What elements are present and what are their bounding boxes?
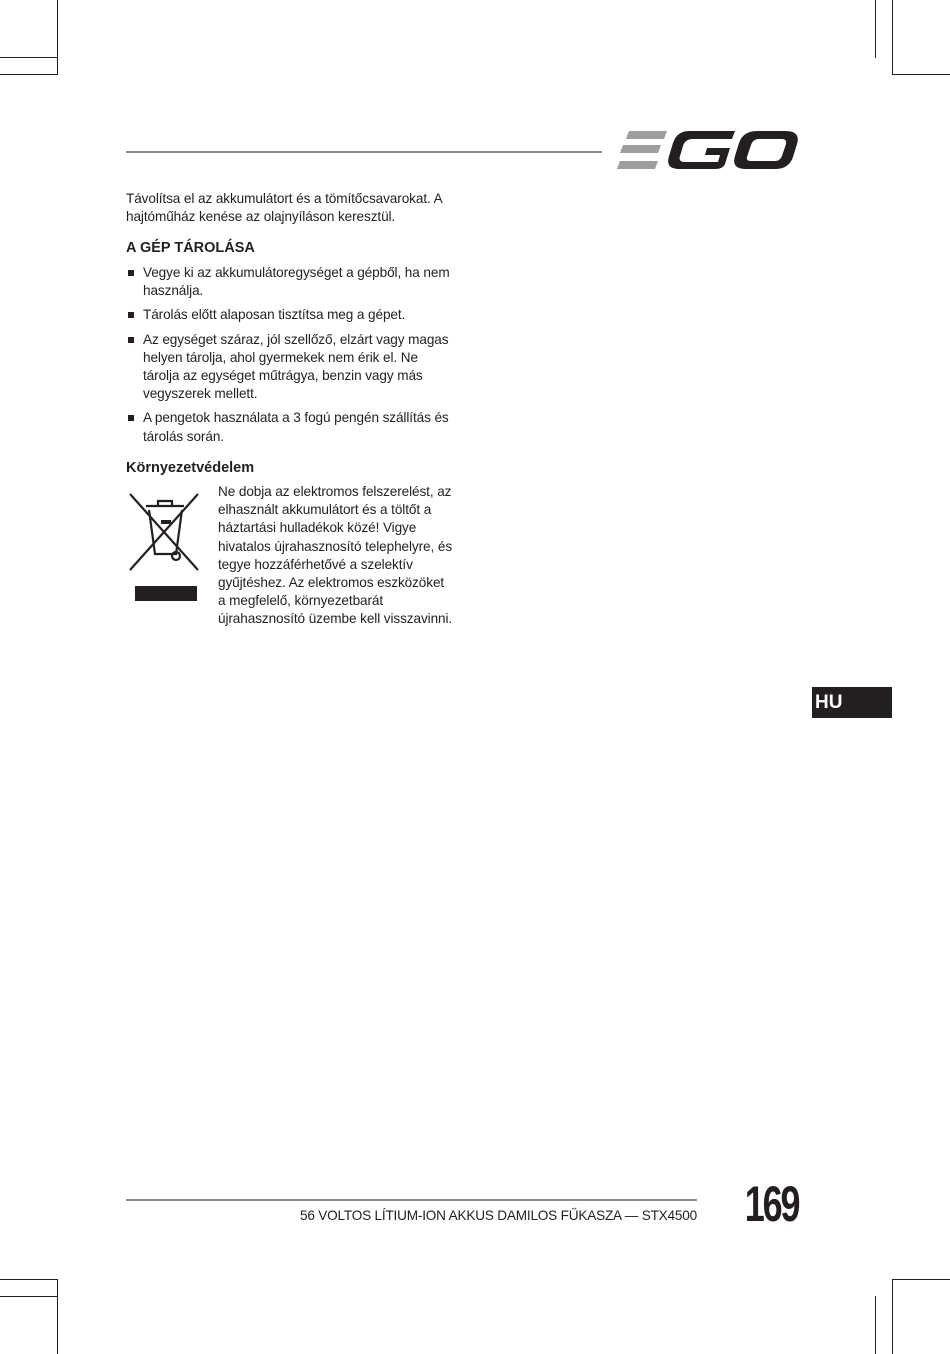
crop-mark [892, 1279, 950, 1280]
list-item: Vegye ki az akkumulátoregységet a gépből, ha nem használja. [126, 264, 456, 300]
intro-paragraph: Távolítsa el az akkumulátort és a tömítőcsavarokat. A hajtóműház kenése az olajnyíláson keresztül. [126, 191, 442, 225]
list-item: Tárolás előtt alaposan tisztítsa meg a gépet. [126, 306, 456, 324]
crop-mark [0, 1296, 58, 1297]
footer-title: 56 VOLTOS LÍTIUM-ION AKKUS DAMILOS FŰKASZA — STX4500 [299, 1208, 697, 1223]
bullet-square-icon [128, 337, 134, 343]
bullet-square-icon [128, 415, 134, 421]
crossed-out-wheelie-bin-icon [126, 490, 202, 604]
crop-mark [875, 0, 876, 58]
crop-mark [875, 1296, 876, 1354]
storage-bullet-list [126, 264, 456, 452]
crop-mark [0, 57, 58, 58]
ego-logo [617, 128, 799, 172]
header-rule [126, 151, 602, 153]
crop-mark [57, 0, 58, 75]
crop-mark [57, 1279, 58, 1354]
crop-mark [0, 74, 58, 75]
crop-mark [892, 74, 950, 75]
bullet-square-icon [128, 312, 134, 318]
list-item: A pengetok használata a 3 fogú pengén szállítás és tárolás során. [126, 409, 456, 445]
list-item: Az egységet száraz, jól szellőző, elzárt vagy magas helyen tárolja, ahol gyermekek nem érik el. Ne tárolja az egységet műtrágya, benzin vagy más vegyszerek mellett. [126, 331, 456, 404]
environment-paragraph: Ne dobja az elektromos felszerelést, az elhasznált akkumulátort és a töltőt a háztartási hulladékok közé! Vigye hivatalos újrahasznosító telephelyre, és tegye hozzáférhetővé a szelektív gyűjtéshez. Az elektromos eszközöket a megfelelő, környezetbarát újrahasznosító üzembe kell visszavinni. [218, 484, 453, 627]
language-tab: HU [812, 687, 892, 718]
storage-heading: A GÉP TÁROLÁSA [126, 240, 255, 256]
crop-mark [892, 1279, 893, 1354]
environment-heading: Környezetvédelem [126, 460, 255, 476]
footer-rule [126, 1199, 697, 1201]
page-number: 169 [744, 1176, 799, 1232]
crop-mark [892, 0, 893, 75]
crop-mark [0, 1279, 58, 1280]
bullet-square-icon [128, 270, 134, 276]
